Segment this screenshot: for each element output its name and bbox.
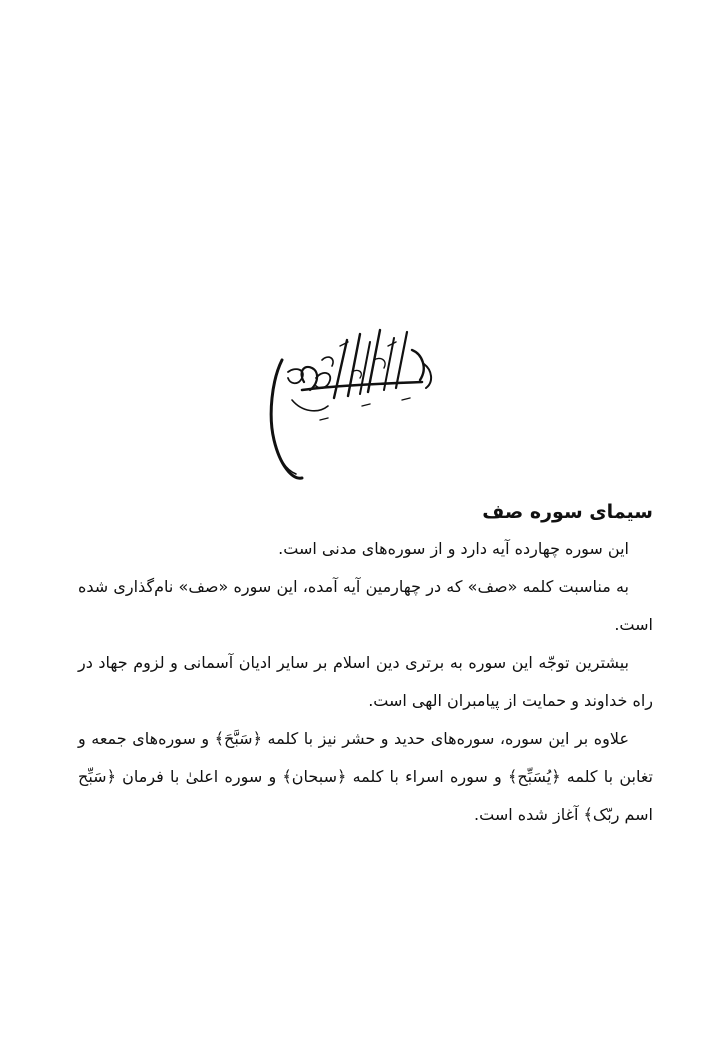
- paragraph: علاوه بر این سوره، سوره‌های حدید و حشر نیز با کلمه ﴿سَبَّحَ﴾ و سوره‌های جمعه و تغابن با کلمه ﴿یُسَبِّح﴾ و سوره اسراء با کلمه ﴿سبحان﴾ و سوره اعلیٰ با فرمان ﴿سَبِّح اسم ربّک﴾ آغاز شده است.: [78, 729, 653, 824]
- bismillah-calligraphy: [262, 320, 440, 485]
- article: [78, 494, 653, 834]
- calligraphy-drawing: [262, 320, 440, 485]
- paragraph: این سوره چهارده آیه دارد و از سوره‌های مدنی است.: [278, 539, 629, 558]
- paragraph: به مناسبت کلمه «صف» که در چهارمین آیه آمده، این سوره «صف» نام‌گذاری شده است.: [78, 577, 653, 634]
- article-title: سیمای سوره صف: [482, 501, 653, 523]
- paragraph: بیشترین توجّه این سوره به برتری دین اسلام بر سایر ادیان آسمانی و لزوم جهاد در راه خداوند و حمایت از پیامبران الهی است.: [78, 653, 653, 710]
